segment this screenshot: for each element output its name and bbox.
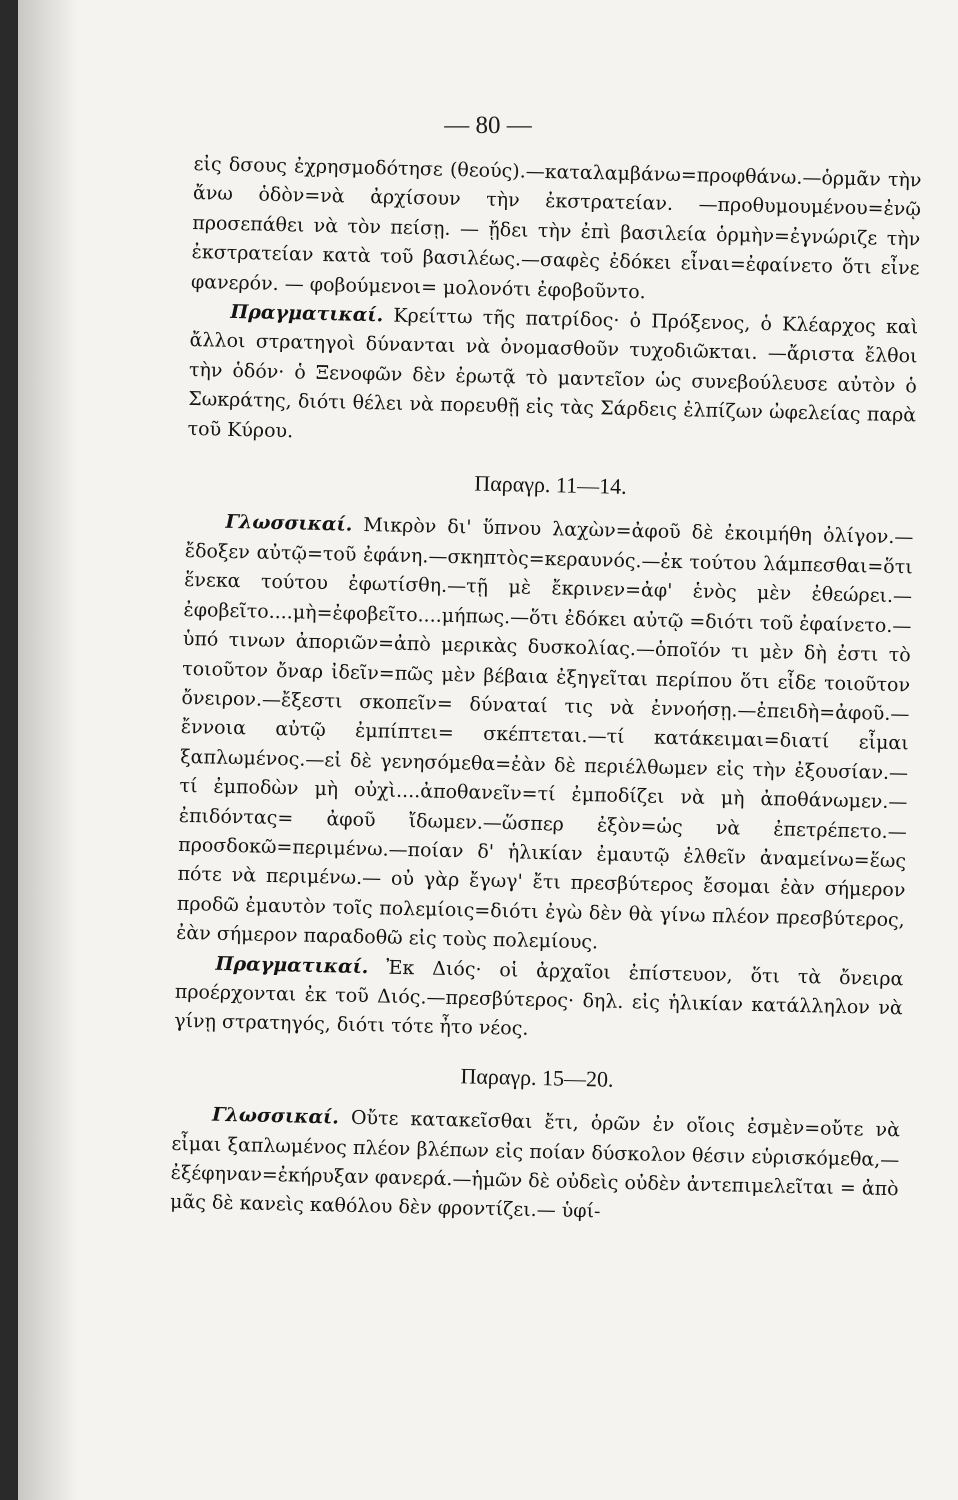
- paragraph-pragmatikai: [187, 297, 918, 461]
- paragraph-text: Οὔτε κατακεῖσθαι ἔτι, ὁρῶν ἐν οἵοις ἐσμὲν=οὔτε νὰ εἶμαι ξαπλωμένος πλέον βλέπων εἰς ποίαν δύσκολον θέσιν εὑρισκόμεθα,—ἐξέφηναν=ἐκήρυξαν φανερά.—ἡμῶν δὲ οὐδεὶς οὐδὲν ἀντεπιμελεῖται = ἀπὸ μᾶς δὲ κανεὶς καθόλου δὲν φροντίζει.— ὑφί-: [169, 1106, 901, 1223]
- section-heading: Παραγρ. 11—14.: [474, 470, 627, 499]
- paragraph-text: Κρείττω τῆς πατρίδος· ὁ Πρόξενος, ὁ Κλέαρχος καὶ ἄλλοι στρατηγοὶ δύνανται νὰ ὀνομασθοῦν τυχοδιῶκται. —ἄριστα ἔλθοι τὴν ὁδόν· ὁ Ξενοφῶν δὲν ἐρωτᾷ τὸ μαντεῖον ὡς συνεβούλευσε αὐτὸν ὁ Σωκράτης, διότι θέλει νὰ πορευθῇ εἰς τὰς Σάρδεις ἐλπίζων ὠφελείας παρὰ τοῦ Κύρου.: [187, 304, 919, 442]
- paragraph-continuation: [191, 150, 922, 314]
- paragraph-text: εἰς δσους ἐχρησμοδότησε (θεούς).—καταλαμβάνω=προφθάνω.—ὁρμᾶν τὴν ἄνω ὁδὸν=νὰ ἀρχίσουν τὴν ἐκστρατείαν. —προθυμουμένου=ἐνῷ προσεπάθει νὰ τὸν πείσῃ. — ᾔδει τὴν ἐπὶ βασιλεία ὁρμὴν=ἐγνώριζε τὴν ἐκστρατείαν κατὰ τοῦ βασιλέως.—σαφὲς ἐδόκει εἶναι=ἐφαίνετο ὅτι εἶνε φανερόν. — φοβούμενοι= μολονότι ἐφοβοῦντο.: [190, 152, 922, 303]
- paragraph-text: Μικρὸν δι' ὕπνου λαχὼν=ἀφοῦ δὲ ἐκοιμήθη ὀλίγον.—ἔδοξεν αὐτῷ=τοῦ ἐφάνη.—σκηπτὸς=κεραυνός.—ἐκ τούτου λάμπεσθαι=ὅτι ἕνεκα τούτου ἐφωτίσθη.—τῇ μὲ ἔκρινεν=ἀφ' ἑνὸς μὲν ἐθεώρει.—ἐφοβεῖτο....μὴ=ἐφοβεῖτο....μήπως.—ὅτι ἐδόκει αὐτῷ =διότι τοῦ ἐφαίνετο.—ὑπό τινων ἀποριῶν=ἀπὸ μερικὰς δυσκολίας.—ὁποῖόν τι μὲν δὴ ἐστι τὸ τοιοῦτον ὄναρ ἰδεῖν=πῶς μὲν βέβαια ἐξηγεῖται περίπου ὅτι εἶδε τοιοῦτον ὄνειρον.—ἔξεστι σκοπεῖν= δύναταί τις νὰ ἐννοήσῃ.—ἐπειδὴ=ἀφοῦ.—ἔννοια αὐτῷ ἐμπίπτει= σκέπτεται.—τί κατάκειμαι=διατί εἶμαι ξαπλωμένος.—εἰ δὲ γενησόμεθα=ἐὰν δὲ περιέλθωμεν εἰς τὴν ἐξουσίαν.—τί ἐμποδὼν μὴ οὐχὶ....ἀποθανεῖν=τί ἐμποδίζει νὰ μὴ ἀποθάνωμεν.—ἐπιδόντας= ἀφοῦ ἴδωμεν.—ὥσπερ ἐξὸν=ὡς νὰ ἐπετρέπετο.—προσδοκῶ=περιμένω.—ποίαν δ' ἡλικίαν ἐμαυτῷ ἐλθεῖν ἀναμείνω=ἕως πότε νὰ περιμένω.— οὐ γὰρ ἔγωγ' ἔτι πρεσβύτερος ἔσομαι ἐὰν σήμερον προδῶ ἐμαυτὸν τοῖς πολεμίοις=διότι ἐγὼ δὲν θὰ γίνω πλέον πρεσβύτερος, ἐὰν σήμερον παραδοθῶ εἰς τοὺς πολεμίους.: [175, 514, 914, 954]
- paragraph-lead: Γλωσσικαί.: [211, 1103, 340, 1129]
- paragraph-lead: Πραγματικαί.: [230, 300, 384, 327]
- page-number: — 80 —: [444, 112, 532, 139]
- page-body: [170, 150, 922, 1234]
- section-heading: Παραγρ. 15—20.: [460, 1063, 614, 1092]
- paragraph-glossikai: [170, 1100, 900, 1234]
- paragraph-text: Ἐκ Διός· οἱ ἀρχαῖοι ἐπίστευον, ὅτι τὰ ὄνειρα προέρχονται ἐκ τοῦ Διός.—πρεσβύτερος· δηλ. εἰς ἡλικίαν κατάλληλον νὰ γίνῃ στρατηγός, διότι τότε ἦτο νέος.: [173, 955, 904, 1041]
- paragraph-glossikai: [176, 507, 914, 964]
- paragraph-pragmatikai: [174, 948, 904, 1053]
- spine-shadow: [18, 0, 78, 1500]
- paragraph-lead: Πραγματικαί.: [215, 952, 369, 978]
- paragraph-lead: Γλωσσικαί.: [225, 511, 353, 537]
